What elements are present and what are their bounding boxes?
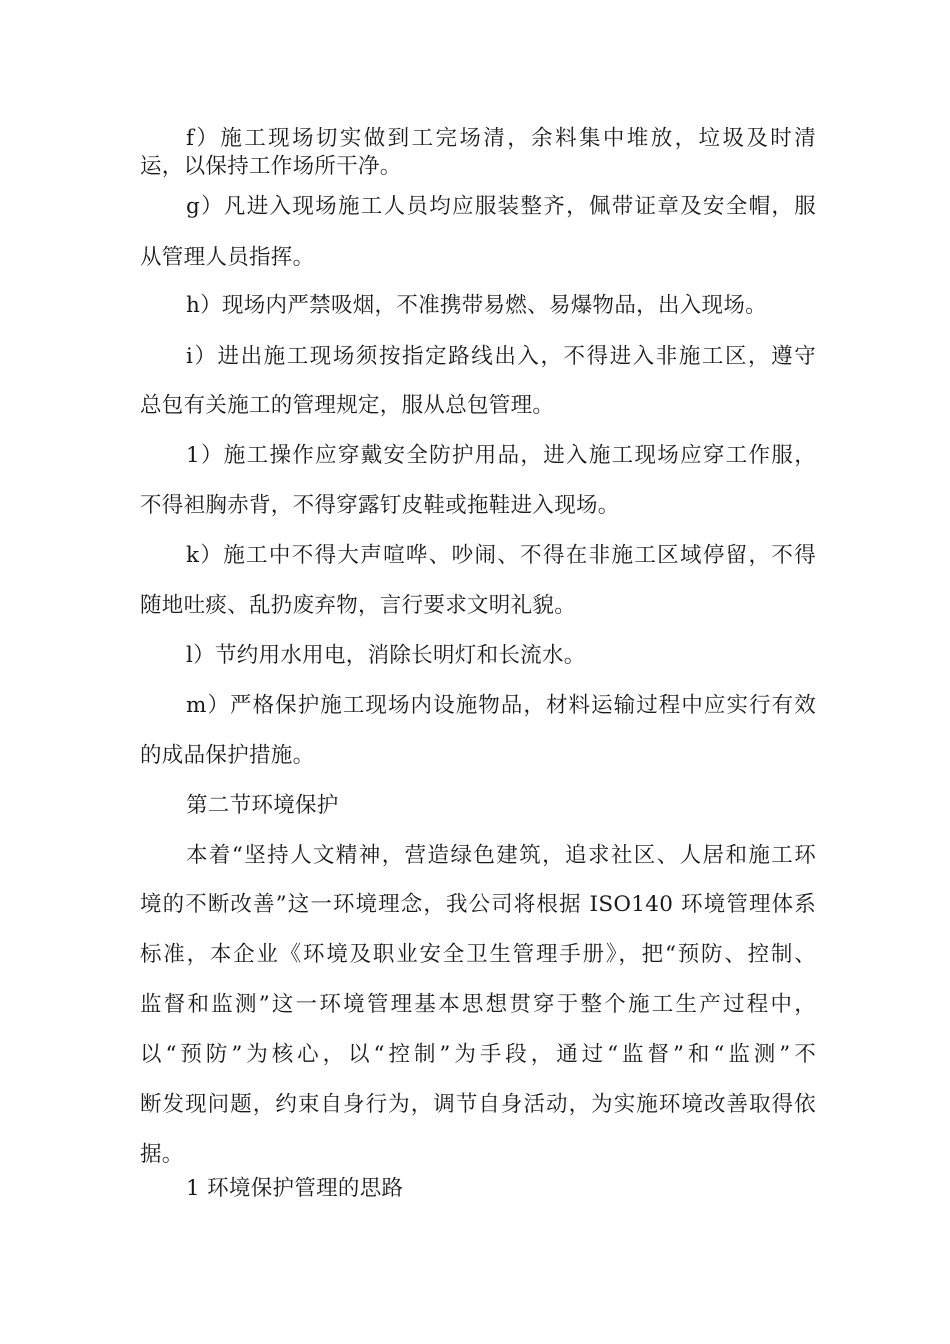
text-line: 本着“坚持人文精神，营造绿色建筑，追求社区、人居和施工环 (186, 843, 816, 868)
text-line: 不得袒胸赤背，不得穿露钉皮鞋或拖鞋进入现场。 (140, 493, 620, 518)
text-line: h）现场内严禁吸烟，不准携带易燃、易爆物品，出入现场。 (186, 293, 767, 318)
text-line: g）凡进入现场施工人员均应服装整齐，佩带证章及安全帽，服 (186, 194, 816, 219)
text-line: 标准，本企业《环境及职业安全卫生管理手册》，把“预防、控制、 (140, 942, 816, 967)
text-line: l）节约用水用电，消除长明灯和长流水。 (186, 643, 586, 668)
text-line: 境的不断改善”这一环境理念，我公司将根据 ISO140 环境管理体系 (140, 892, 816, 917)
text-line: 1 环境保护管理的思路 (186, 1176, 404, 1201)
text-line: k）施工中不得大声喧哗、吵闹、不得在非施工区域停留，不得 (186, 543, 816, 568)
text-line: 断发现问题，约束自身行为，调节自身活动，为实施环境改善取得依 (140, 1092, 816, 1117)
text-line: 1）施工操作应穿戴安全防护用品，进入施工现场应穿工作服， (186, 443, 816, 468)
text-line: 的成品保护措施。 (140, 743, 315, 768)
text-line: i）进出施工现场须按指定路线出入，不得进入非施工区，遵守 (186, 344, 816, 369)
text-line: f）施工现场切实做到工完场清，余料集中堆放，垃圾及时清 (186, 126, 816, 151)
text-line: m）严格保护施工现场内设施物品，材料运输过程中应实行有效 (186, 693, 816, 718)
text-line: 监督和监测”这一环境管理基本思想贯穿于整个施工生产过程中， (140, 992, 816, 1017)
text-line: 运，以保持工作场所干净。 (140, 154, 402, 179)
text-line: 以“预防”为核心，以“控制”为手段，通过“监督”和“监测”不 (140, 1042, 816, 1067)
text-line: 从管理人员指挥。 (140, 245, 315, 270)
text-line: 总包有关施工的管理规定，服从总包管理。 (140, 393, 555, 418)
text-line: 随地吐痰、乱扔废弃物，言行要求文明礼貌。 (140, 593, 577, 618)
text-line: 第二节环境保护 (186, 793, 339, 818)
text-line: 据。 (140, 1142, 184, 1167)
